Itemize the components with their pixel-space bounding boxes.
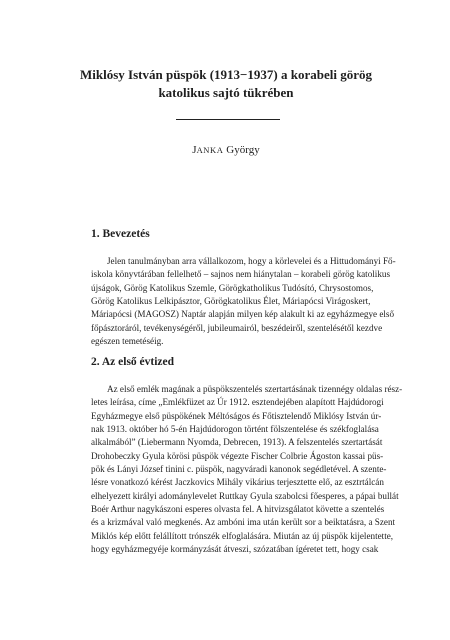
paragraph-line: elhelyezett királyi adománylevelet Ruttkay Gyula szabolcsi főesperes, a pápai bullát xyxy=(91,490,399,501)
paragraph-line: egészen temetéséig. xyxy=(91,336,164,347)
paragraph-line: Az első emlék magának a püspökszentelés szertartásának tizennégy oldalas rész- xyxy=(107,384,403,394)
paragraph-line: Boér Arthur nagykászoni esperes olvasta fel. A hitvizsgálatot követte a szentelés xyxy=(91,504,385,515)
author-name xyxy=(80,144,372,156)
paragraph-line: újságok, Görög Katolikus Szemle, Görögkatholikus Tudósító, Chrysostomos, xyxy=(91,282,374,293)
article-title-line-1: Miklósy István püspök (1913−1937) a korabeli görög xyxy=(80,67,372,82)
author-surname-initial: J xyxy=(192,144,197,156)
section-paragraph-introduction xyxy=(91,255,396,348)
article-title xyxy=(80,66,372,102)
paragraph-line: hogy egyházmegyéje kormányzását átveszi, szózatában ígéretet tett, hogy csak xyxy=(91,544,379,555)
paragraph-line: Miklós kép előtt felállított trónszék elfoglalására. Miután az új püspök kijelentette, xyxy=(91,530,394,541)
article-title-line-2: katolikus sajtó tükrében xyxy=(158,85,294,100)
paragraph-line: és a krizmával való megkenés. Az ambóni ima után került sor a beiktatásra, a Szent xyxy=(91,517,396,528)
paragraph-line: Jelen tanulmányban arra vállalkozom, hogy a körlevelei és a Hittudományi Fő- xyxy=(107,256,396,266)
section-heading-introduction: 1. Bevezetés xyxy=(91,228,150,240)
paragraph-line: letes leírása, címe „Emlékfüzet az Úr 1912. esztendejében alapított Hajdúdorogi xyxy=(91,397,384,408)
paragraph-line: lésre vonatkozó kérést Jaczkovics Mihály vikárius terjesztette elő, az esztrtálcán xyxy=(91,477,384,488)
paragraph-line: Drohobeczky Gyula körösi püspök végezte Fischer Colbrie Ágoston kassai püs- xyxy=(91,450,384,461)
paragraph-line: Máriapócsi (MAGOSZ) Naptár alapján milyen kép alakult ki az egyházmegye első xyxy=(91,309,395,320)
author-given-name: György xyxy=(223,144,260,156)
title-divider xyxy=(176,119,280,120)
paragraph-line: iskola könyvtárában fellelhető – sajnos nem hiánytalan – korabeli görög katolikus xyxy=(91,269,391,280)
author-surname-smallcaps: ANKA xyxy=(196,145,224,155)
paragraph-line: Görög Katolikus Lelkipásztor, Görögkatolikus Élet, Máriapócsi Virágoskert, xyxy=(91,296,371,307)
paragraph-line: nak 1913. október hó 5-én Hajdúdorogon történt fölszentelése és székfoglalása xyxy=(91,424,379,435)
paragraph-line: Egyházmegye első püspökének Méltóságos és Főtisztelendő Miklósy István úr- xyxy=(91,410,382,421)
paragraph-line: alkalmából” (Liebermann Nyomda, Debrecen, 1913). A felszentelés szertartását xyxy=(91,437,383,448)
paragraph-line: pök és Lányi József tinini c. püspök, nagyváradi kanonok segédletével. A szente- xyxy=(91,464,387,475)
paragraph-line: főpásztoráról, tevékenységéről, jubileumairól, beszédeiről, szentelésétől kezdve xyxy=(91,322,383,333)
section-paragraph-first-decade xyxy=(91,383,403,556)
section-heading-first-decade: 2. Az első évtized xyxy=(91,356,175,368)
